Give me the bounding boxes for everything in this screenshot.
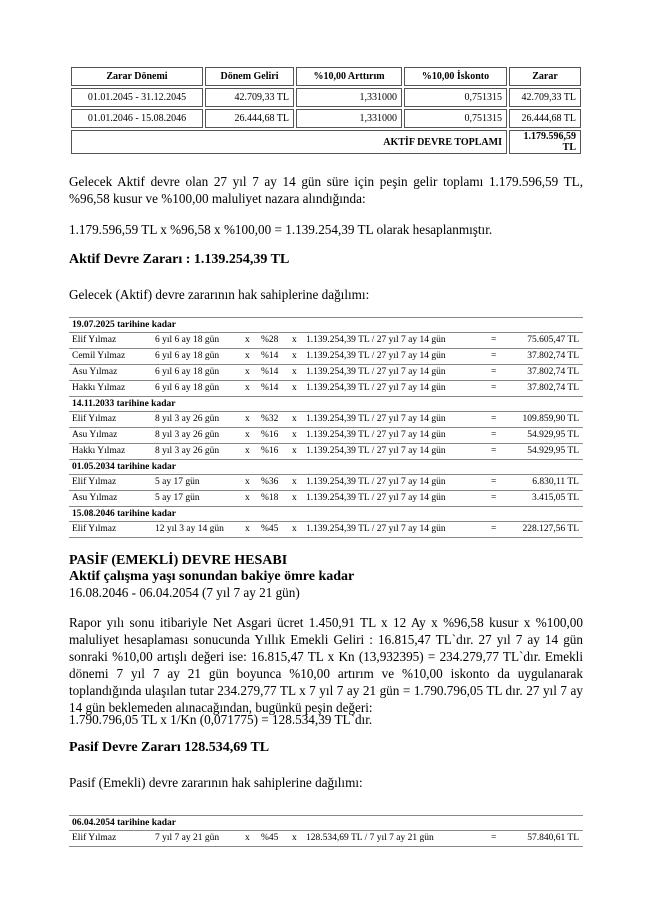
distribution-bottom-rule [69,537,583,538]
active-distribution-table [69,317,583,538]
cell-increase: 1,331000 [296,88,402,107]
paragraph-future-income: Gelecek Aktif devre olan 27 yıl 7 ay 14 gün süre için peşin gelir toplamı 1.179.596,59 TL, %96,58 kusur ve %100,00 maluliyet nazara alındığında: [69,174,583,206]
multiply-sign: x [245,430,250,440]
cell-increase: 1,331000 [296,109,402,128]
multiply-sign: x [245,351,250,361]
distribution-row [69,490,583,506]
multiply-sign: x [292,335,297,345]
division-formula: 1.139.254,39 TL / 27 yıl 7 ay 14 gün [306,367,446,377]
header-increase: %10,00 Arttırım [296,67,402,86]
multiply-sign: x [245,524,250,534]
division-formula: 1.139.254,39 TL / 27 yıl 7 ay 14 gün [306,493,446,503]
passive-distribution-table [69,815,583,847]
multiply-sign: x [245,367,250,377]
multiply-sign: x [245,446,250,456]
header-loss: Zarar [509,67,581,86]
share-amount: 37.802,74 TL [527,383,579,393]
heir-name: Hakkı Yılmaz [72,383,126,393]
multiply-sign: x [292,493,297,503]
total-label: AKTİF DEVRE TOPLAMI [71,130,507,154]
division-formula: 1.139.254,39 TL / 27 yıl 7 ay 14 gün [306,335,446,345]
header-discount: %10,00 İskonto [404,67,507,86]
summary-row [71,109,581,128]
period-duration: 6 yıl 6 ay 18 gün [155,383,220,393]
period-duration: 6 yıl 6 ay 18 gün [155,335,220,345]
division-formula: 1.139.254,39 TL / 27 yıl 7 ay 14 gün [306,430,446,440]
period-duration: 7 yıl 7 ay 21 gün [155,833,220,843]
distribution-row [69,521,583,537]
period-duration: 8 yıl 3 ay 26 gün [155,430,220,440]
equals-sign: = [491,335,497,345]
division-formula: 1.139.254,39 TL / 27 yıl 7 ay 14 gün [306,477,446,487]
summary-total-row [71,130,581,154]
equals-sign: = [491,524,497,534]
share-amount: 57.840,61 TL [527,833,579,843]
multiply-sign: x [292,430,297,440]
share-percent: %36 [261,477,279,487]
heir-name: Elif Yılmaz [72,477,117,487]
cell-loss: 26.444,68 TL [509,109,581,128]
passive-loss-heading: Pasif Devre Zararı 128.534,69 TL [69,740,270,755]
distribution-row [69,380,583,396]
multiply-sign: x [245,335,250,345]
equals-sign: = [491,446,497,456]
share-amount: 109.859,90 TL [522,414,579,424]
cell-period: 01.01.2046 - 15.08.2046 [71,109,203,128]
multiply-sign: x [245,477,250,487]
share-percent: %28 [261,335,279,345]
distribution-bottom-rule [69,846,583,847]
equals-sign: = [491,383,497,393]
distribution-row [69,332,583,348]
passive-period: 16.08.2046 - 06.04.2054 (7 yıl 7 ay 21 gün) [69,585,300,600]
distribution-row [69,830,583,846]
share-percent: %14 [261,367,279,377]
share-percent: %45 [261,524,279,534]
cell-loss: 42.709,33 TL [509,88,581,107]
passive-paragraph: Rapor yılı sonu itibariyle Net Asgari ücret 1.450,91 TL x 12 Ay x %96,58 kusur x %100,00 maluliyet hesaplaması sonucunda Yıllık Emekli Geliri : 16.815,47 TL`dır. 27 yıl 7 ay 14 gün sonraki %10,00 artışlı değeri ise: 16.815,47 TL x Kn (13,932395) = 234.279,77 TL`dır. Emekli dönemi 7 yıl 7 ay 21 gün boyunca %10,00 artırım ve %10,00 iskonto da uygulanarak toplandığında ulaşılan tutar 234.279,77 TL x 7 yıl 7 ay 21 gün = 1.790.796,05 TL dır. 27 yıl 7 ay 14 gün beklemeden alınacağından, bugünkü peşin değeri: [69,615,583,715]
summary-table [69,65,583,156]
distribution-date-label: 06.04.2054 tarihine kadar [69,815,583,830]
cell-discount: 0,751315 [404,109,507,128]
passive-distribution-intro: Pasif (Emekli) devre zararının hak sahiplerine dağılımı: [69,775,363,790]
equals-sign: = [491,430,497,440]
equals-sign: = [491,414,497,424]
multiply-sign: x [245,493,250,503]
period-duration: 12 yıl 3 ay 14 gün [155,524,224,534]
share-percent: %45 [261,833,279,843]
equals-sign: = [491,351,497,361]
share-percent: %32 [261,414,279,424]
multiply-sign: x [245,414,250,424]
period-duration: 8 yıl 3 ay 26 gün [155,446,220,456]
division-formula: 1.139.254,39 TL / 27 yıl 7 ay 14 gün [306,383,446,393]
distribution-row [69,348,583,364]
multiply-sign: x [292,524,297,534]
cell-income: 26.444,68 TL [205,109,294,128]
division-formula: 1.139.254,39 TL / 27 yıl 7 ay 14 gün [306,446,446,456]
distribution-date-label: 15.08.2046 tarihine kadar [69,506,583,521]
cell-discount: 0,751315 [404,88,507,107]
heir-name: Elif Yılmaz [72,414,117,424]
multiply-sign: x [292,414,297,424]
share-percent: %16 [261,446,279,456]
multiply-sign: x [292,351,297,361]
share-amount: 6.830,11 TL [532,477,579,487]
share-percent: %14 [261,351,279,361]
share-percent: %14 [261,383,279,393]
division-formula: 1.139.254,39 TL / 27 yıl 7 ay 14 gün [306,524,446,534]
multiply-sign: x [292,446,297,456]
heir-name: Asu Yılmaz [72,430,118,440]
multiply-sign: x [292,367,297,377]
share-amount: 37.802,74 TL [527,367,579,377]
summary-row [71,88,581,107]
share-amount: 54.929,95 TL [527,446,579,456]
distribution-date-label: 19.07.2025 tarihine kadar [69,317,583,332]
period-duration: 8 yıl 3 ay 26 gün [155,414,220,424]
share-amount: 75.605,47 TL [527,335,579,345]
passive-subtitle: Aktif çalışma yaşı sonundan bakiye ömre kadar [69,569,355,584]
multiply-sign: x [292,383,297,393]
multiply-sign: x [292,833,297,843]
header-income: Dönem Geliri [205,67,294,86]
cell-period: 01.01.2045 - 31.12.2045 [71,88,203,107]
division-formula: 1.139.254,39 TL / 27 yıl 7 ay 14 gün [306,351,446,361]
paragraph-calculation: 1.179.596,59 TL x %96,58 x %100,00 = 1.139.254,39 TL olarak hesaplanmıştır. [69,222,493,237]
passive-formula: 1.790.796,05 TL x 1/Kn (0,071775) = 128.534,39 TL`dır. [69,712,373,727]
active-distribution-intro: Gelecek (Aktif) devre zararının hak sahiplerine dağılımı: [69,287,370,302]
share-percent: %16 [261,430,279,440]
passive-title: PASİF (EMEKLİ) DEVRE HESABI [69,553,288,568]
distribution-row [69,364,583,380]
distribution-row [69,443,583,459]
equals-sign: = [491,833,497,843]
heir-name: Asu Yılmaz [72,367,118,377]
heir-name: Elif Yılmaz [72,833,117,843]
distribution-date-label: 14.11.2033 tarihine kadar [69,396,583,411]
period-duration: 5 ay 17 gün [155,477,200,487]
share-amount: 37.802,74 TL [527,351,579,361]
division-formula: 128.534,69 TL / 7 yıl 7 ay 21 gün [306,833,434,843]
multiply-sign: x [245,383,250,393]
distribution-row [69,411,583,427]
active-loss-heading: Aktif Devre Zararı : 1.139.254,39 TL [69,252,290,267]
distribution-date-label: 01.05.2034 tarihine kadar [69,459,583,474]
distribution-row [69,427,583,443]
period-duration: 5 ay 17 gün [155,493,200,503]
heir-name: Hakkı Yılmaz [72,446,126,456]
share-percent: %18 [261,493,279,503]
share-amount: 3.415,05 TL [531,493,579,503]
heir-name: Elif Yılmaz [72,524,117,534]
share-amount: 54.929,95 TL [527,430,579,440]
period-duration: 6 yıl 6 ay 18 gün [155,367,220,377]
multiply-sign: x [245,833,250,843]
equals-sign: = [491,477,497,487]
equals-sign: = [491,493,497,503]
multiply-sign: x [292,477,297,487]
division-formula: 1.139.254,39 TL / 27 yıl 7 ay 14 gün [306,414,446,424]
header-period: Zarar Dönemi [71,67,203,86]
heir-name: Elif Yılmaz [72,335,117,345]
equals-sign: = [491,367,497,377]
heir-name: Cemil Yılmaz [72,351,126,361]
distribution-row [69,474,583,490]
summary-header-row [71,67,581,86]
total-value: 1.179.596,59 TL [509,130,581,154]
cell-income: 42.709,33 TL [205,88,294,107]
period-duration: 6 yıl 6 ay 18 gün [155,351,220,361]
heir-name: Asu Yılmaz [72,493,118,503]
share-amount: 228.127,56 TL [522,524,579,534]
